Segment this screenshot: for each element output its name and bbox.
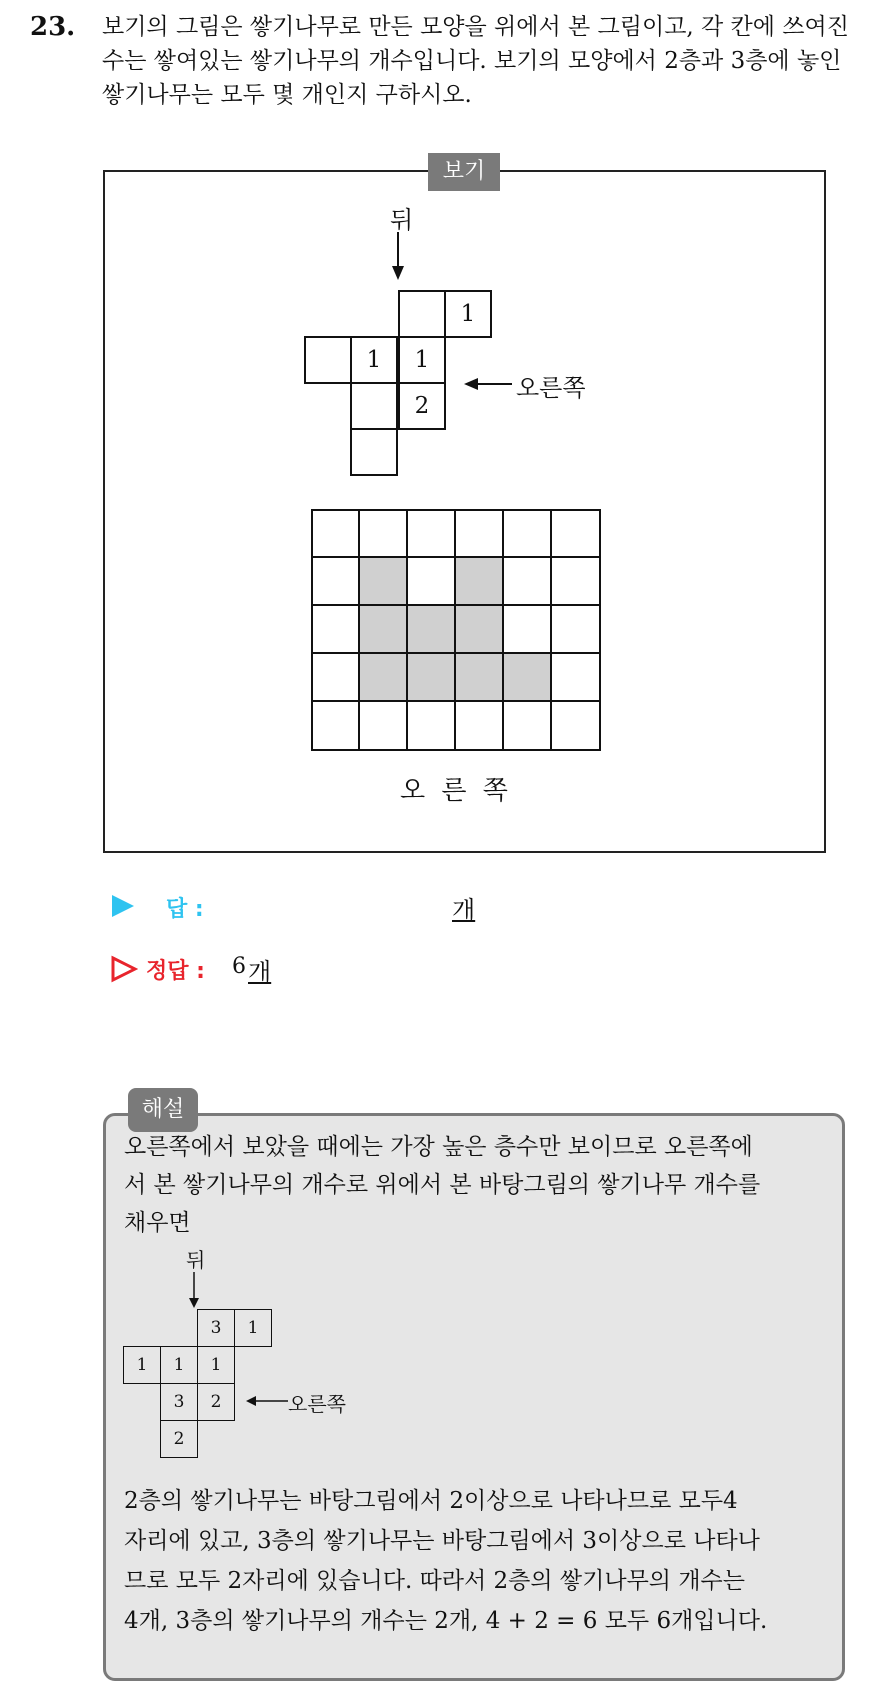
solution-cell: 1 xyxy=(197,1346,235,1384)
top-view-cell xyxy=(350,382,398,430)
correct-unit: 개 xyxy=(248,958,272,986)
correct-label: 정답 : xyxy=(146,959,205,984)
solution-line: 2층의 쌓기나무는 바탕그림에서 2이상으로 나타나므로 모두4 xyxy=(124,1488,738,1514)
question-text: 보기의 그림은 쌓기나무로 만든 모양을 위에서 본 그림이고, 각 칸에 쓰여진 수는 쌓여있는 쌓기나무의 개수입니다. 보기의 모양에서 2층과 3층에 놓인 쌓기나무는 모두 몇 개인지 구하시오. xyxy=(102,14,849,108)
solution-cell: 3 xyxy=(160,1383,198,1421)
solution-tag: 해설 xyxy=(128,1088,198,1132)
solution-cell: 1 xyxy=(160,1346,198,1384)
solution-cell: 1 xyxy=(234,1309,272,1347)
back-label: 뒤 xyxy=(390,206,414,234)
solution-line: 채우면 xyxy=(124,1210,191,1236)
solution-cell: 3 xyxy=(197,1309,235,1347)
down-arrow-icon xyxy=(388,232,408,282)
cell-number: 1 xyxy=(460,301,476,327)
right-label: 오른쪽 xyxy=(516,374,586,402)
solution-line: 오른쪽에서 보았을 때에는 가장 높은 층수만 보이므로 오른쪽에 xyxy=(124,1134,753,1160)
left-arrow-icon xyxy=(462,374,514,394)
solution-cell: 2 xyxy=(197,1383,235,1421)
cell-number: 2 xyxy=(414,393,430,419)
top-view-cell xyxy=(350,428,398,476)
answer-unit: 개 xyxy=(452,896,476,924)
top-view-cell xyxy=(398,336,446,384)
example-box-tag: 보기 xyxy=(428,153,500,191)
solution-cell: 1 xyxy=(123,1346,161,1384)
top-view-cell xyxy=(444,290,492,338)
solution-right-label: 오른쪽 xyxy=(288,1392,346,1416)
shaded-cell xyxy=(359,557,407,605)
top-view-cell xyxy=(398,382,446,430)
correct-marker-icon xyxy=(110,955,138,983)
cell-number: 1 xyxy=(366,347,382,373)
solution-line: 4개, 3층의 쌓기나무의 개수는 2개, 4 + 2 = 6 모두 6개입니다. xyxy=(124,1608,768,1634)
top-view-cell xyxy=(350,336,398,384)
side-view-caption: 오 른 쪽 xyxy=(400,776,512,806)
solution-line: 자리에 있고, 3층의 쌓기나무는 바탕그림에서 3이상으로 나타나 xyxy=(124,1528,760,1554)
top-view-cell xyxy=(398,290,446,338)
solution-line: 므로 모두 2자리에 있습니다. 따라서 2층의 쌓기나무의 개수는 xyxy=(124,1568,745,1594)
correct-value: 6 xyxy=(232,954,246,979)
answer-marker-icon xyxy=(110,893,136,919)
cell-number: 1 xyxy=(414,347,430,373)
solution-back-label: 뒤 xyxy=(186,1248,206,1272)
solution-cell: 2 xyxy=(160,1420,198,1458)
solution-down-arrow-icon xyxy=(186,1272,202,1310)
question-number: 23. xyxy=(30,12,76,42)
solution-left-arrow-icon xyxy=(244,1394,288,1408)
solution-line: 서 본 쌓기나무의 개수로 위에서 본 바탕그림의 쌓기나무 개수를 xyxy=(124,1172,761,1198)
top-view-cell xyxy=(304,336,352,384)
answer-label: 답 : xyxy=(166,897,204,922)
